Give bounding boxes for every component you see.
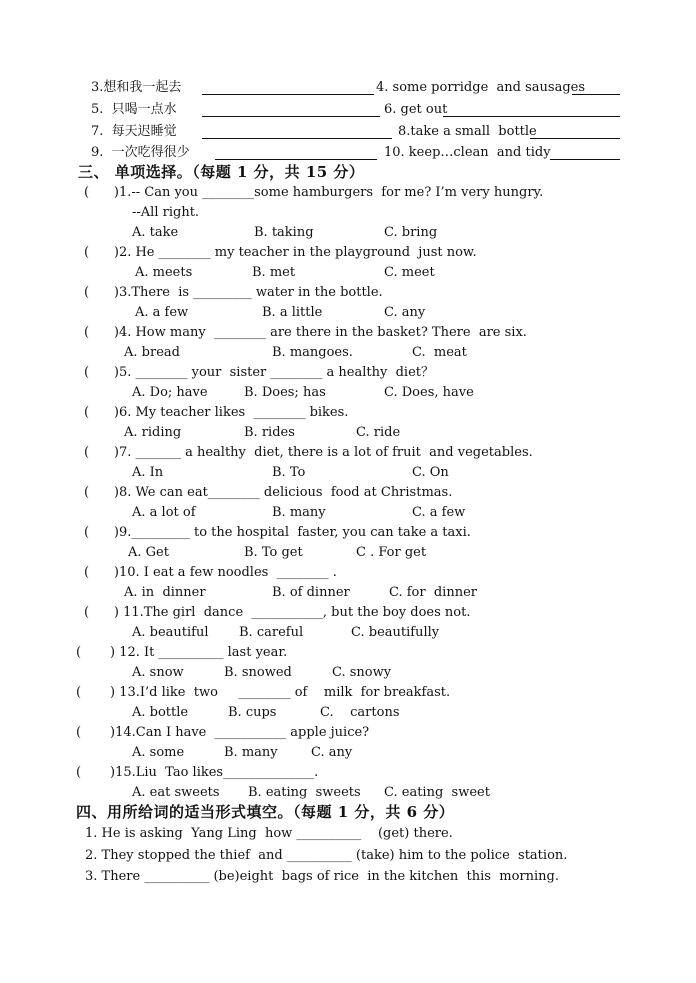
question-stem: ( )10. I eat a few noodles ________ . bbox=[84, 565, 337, 580]
option-a[interactable]: A. Get bbox=[128, 545, 169, 560]
question-stem: ( ) 13.I’d like two ________ of milk for breakfast. bbox=[76, 685, 451, 700]
option-b[interactable]: B. mangoes. bbox=[272, 345, 353, 360]
option-a[interactable]: A. bottle bbox=[132, 705, 189, 720]
answer-blank[interactable] bbox=[443, 116, 620, 117]
question-stem: ( )1.-- Can you ________some hamburgers for me? I’m very hungry. bbox=[84, 185, 544, 200]
option-b[interactable]: B. snowed bbox=[224, 665, 292, 680]
answer-blank[interactable] bbox=[550, 159, 620, 160]
prompt-text: 6. get out bbox=[384, 102, 448, 117]
option-c[interactable]: C. beautifully bbox=[351, 625, 440, 640]
option-b[interactable]: B. of dinner bbox=[272, 585, 350, 600]
option-c[interactable]: C. Does, have bbox=[384, 385, 474, 400]
option-c[interactable]: C. On bbox=[412, 465, 449, 480]
option-a[interactable]: A. take bbox=[132, 225, 179, 240]
option-b[interactable]: B. To get bbox=[244, 545, 303, 560]
prompt-text: 5. 只喝一点水 bbox=[91, 102, 181, 117]
prompt-text: 8.take a small bottle bbox=[398, 124, 537, 139]
option-a[interactable]: A. beautiful bbox=[132, 625, 209, 640]
question-stem: ( ) 12. It __________ last year. bbox=[76, 645, 288, 660]
option-b[interactable]: B. taking bbox=[254, 225, 314, 240]
question-stem: ( )6. My teacher likes ________ bikes. bbox=[84, 405, 349, 420]
prompt-text: 9. 一次吃得很少 bbox=[91, 145, 194, 160]
section-heading: 三、 单项选择。（每题 1 分，共 15 分） bbox=[78, 163, 365, 181]
option-b[interactable]: B. met bbox=[252, 265, 296, 280]
question-stem: ( )14.Can I have ___________ apple juice? bbox=[76, 725, 370, 740]
option-c[interactable]: C. any bbox=[384, 305, 426, 320]
question-stem-continued: --All right. bbox=[132, 205, 200, 220]
question-stem: ( )4. How many ________ are there in the basket? There are six. bbox=[84, 325, 527, 340]
option-c[interactable]: C. meet bbox=[384, 265, 435, 280]
option-a[interactable]: A. In bbox=[132, 465, 164, 480]
option-c[interactable]: C. ride bbox=[356, 425, 401, 440]
prompt-text: 7. 每天迟睡觉 bbox=[91, 124, 181, 139]
question-stem: ( )7. _______ a healthy diet, there is a lot of fruit and vegetables. bbox=[84, 445, 533, 460]
option-a[interactable]: A. a few bbox=[135, 305, 189, 320]
prompt-text: 4. some porridge and sausages bbox=[376, 80, 586, 95]
option-b[interactable]: B. Does; has bbox=[244, 385, 326, 400]
fill-in-item: 3. There __________ (be)eight bags of rice in the kitchen this morning. bbox=[85, 869, 559, 884]
answer-blank[interactable] bbox=[202, 138, 392, 139]
option-b[interactable]: B. To bbox=[272, 465, 306, 480]
option-b[interactable]: B. a little bbox=[262, 305, 323, 320]
fill-in-item: 2. They stopped the thief and __________ (take) him to the police station. bbox=[85, 848, 568, 863]
option-a[interactable]: A. a lot of bbox=[132, 505, 196, 520]
option-c[interactable]: C. for dinner bbox=[389, 585, 477, 600]
option-c[interactable]: C. eating sweet bbox=[384, 785, 490, 800]
option-c[interactable]: C. meat bbox=[412, 345, 467, 360]
option-c[interactable]: C. bring bbox=[384, 225, 438, 240]
option-a[interactable]: A. Do; have bbox=[132, 385, 208, 400]
question-stem: ( )9._________ to the hospital faster, you can take a taxi. bbox=[84, 525, 471, 540]
answer-blank[interactable] bbox=[215, 159, 377, 160]
question-stem: ( )8. We can eat________ delicious food at Christmas. bbox=[84, 485, 453, 500]
option-b[interactable]: B. careful bbox=[239, 625, 304, 640]
question-stem: ( ) 11.The girl dance ___________, but the boy does not. bbox=[84, 605, 471, 620]
answer-blank[interactable] bbox=[572, 94, 620, 95]
question-stem: ( )5. ________ your sister ________ a healthy diet？ bbox=[84, 365, 434, 380]
option-c[interactable]: C . For get bbox=[356, 545, 427, 560]
prompt-text: 10. keep…clean and tidy bbox=[384, 145, 551, 160]
question-stem: ( )15.Liu Tao likes______________. bbox=[76, 765, 319, 780]
answer-blank[interactable] bbox=[530, 138, 620, 139]
question-stem: ( )3.There is _________ water in the bottle. bbox=[84, 285, 383, 300]
option-b[interactable]: B. cups bbox=[228, 705, 277, 720]
option-a[interactable]: A. snow bbox=[132, 665, 184, 680]
prompt-text: 3.想和我一起去 bbox=[91, 80, 186, 95]
option-b[interactable]: B. many bbox=[224, 745, 278, 760]
option-c[interactable]: C. snowy bbox=[332, 665, 392, 680]
fill-in-item: 1. He is asking Yang Ling how __________ (get) there. bbox=[85, 826, 453, 841]
option-c[interactable]: C. any bbox=[311, 745, 353, 760]
option-a[interactable]: A. riding bbox=[124, 425, 182, 440]
answer-blank[interactable] bbox=[202, 116, 380, 117]
option-b[interactable]: B. eating sweets bbox=[248, 785, 361, 800]
option-a[interactable]: A. some bbox=[132, 745, 185, 760]
option-a[interactable]: A. bread bbox=[124, 345, 180, 360]
option-a[interactable]: A. in dinner bbox=[124, 585, 206, 600]
option-a[interactable]: A. meets bbox=[135, 265, 193, 280]
option-c[interactable]: C. cartons bbox=[320, 705, 400, 720]
option-b[interactable]: B. rides bbox=[244, 425, 295, 440]
option-c[interactable]: C. a few bbox=[412, 505, 466, 520]
question-stem: ( )2. He ________ my teacher in the playground just now. bbox=[84, 245, 477, 260]
option-a[interactable]: A. eat sweets bbox=[132, 785, 220, 800]
section-heading: 四、用所给词的适当形式填空。（每题 1 分，共 6 分） bbox=[76, 803, 455, 821]
option-b[interactable]: B. many bbox=[272, 505, 326, 520]
answer-blank[interactable] bbox=[202, 94, 374, 95]
